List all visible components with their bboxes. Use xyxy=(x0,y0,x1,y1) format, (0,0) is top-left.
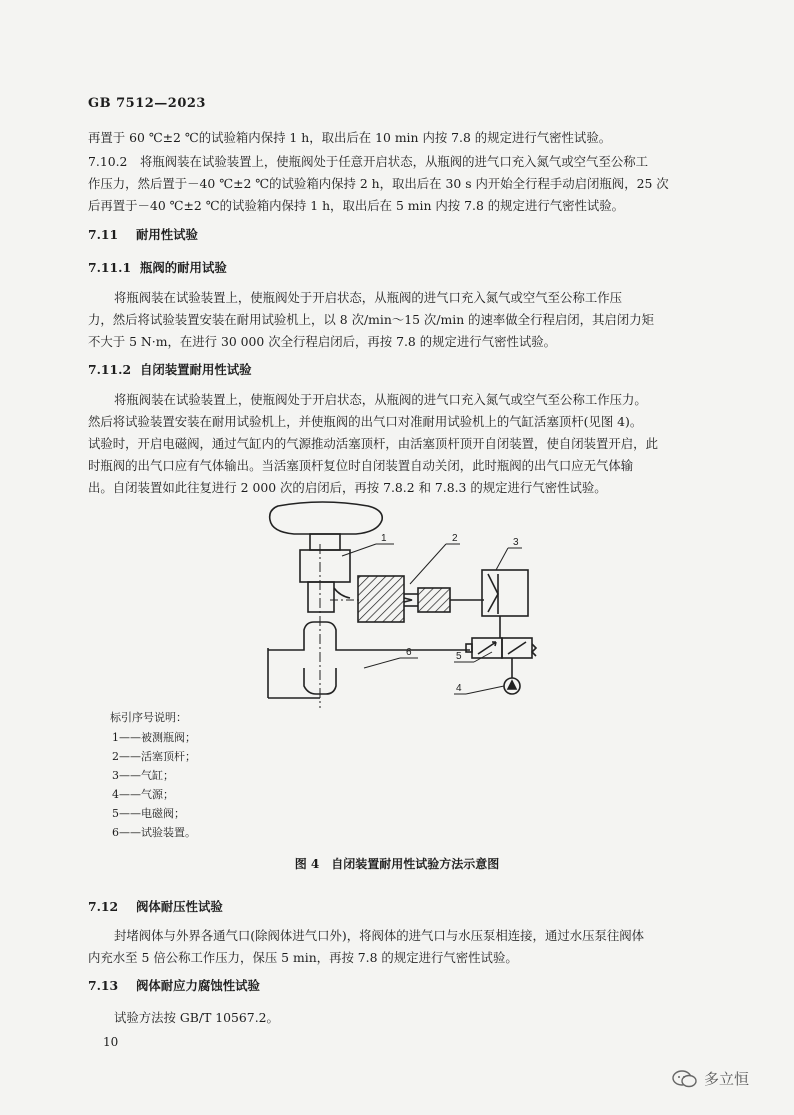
callout-1: 1 xyxy=(381,533,387,544)
paragraph-7-11-2-line-5: 出。自闭装置如此往复进行 2 000 次的启闭后，再按 7.8.2 和 7.8.3 的规定进行气密性试验。 xyxy=(88,480,607,495)
clause-7-10-2-line-3: 后再置于－40 ℃±2 ℃的试验箱内保持 1 h，取出后在 5 min 内按 7.8 的规定进行气密性试验。 xyxy=(88,198,625,213)
paragraph-7-12-line-1: 封堵阀体与外界各通气口(除阀体进气口外)，将阀体的进气口与水压泵相连接，通过水压泵往阀体 xyxy=(114,928,645,943)
figure-4-diagram xyxy=(260,498,540,708)
section-number: 7.11 xyxy=(88,227,119,242)
paragraph-7-12-line-2: 内充水至 5 倍公称工作压力，保压 5 min，再按 7.8 的规定进行气密性试验。 xyxy=(88,950,518,965)
callout-2: 2 xyxy=(452,533,458,544)
section-number: 7.11.1 xyxy=(88,260,132,275)
section-heading-7-12 xyxy=(88,897,223,917)
callout-3: 3 xyxy=(513,537,519,548)
clause-text: 将瓶阀装在试验装置上，使瓶阀处于任意开启状态，从瓶阀的进气口充入氮气或空气至公称工 xyxy=(140,154,649,169)
section-number: 7.13 xyxy=(88,978,119,993)
section-title: 瓶阀的耐用试验 xyxy=(140,260,227,275)
paragraph-7-11-1-line-3: 不大于 5 N·m，在进行 30 000 次全行程启闭后，再按 7.8 的规定进行气密性试验。 xyxy=(88,334,557,349)
watermark-text: 多立恒 xyxy=(704,1070,750,1088)
section-heading-7-11-1 xyxy=(88,258,227,278)
callout-5: 5 xyxy=(456,651,462,662)
callout-6: 6 xyxy=(406,647,412,658)
clause-7-10-2-line-2: 作压力，然后置于－40 ℃±2 ℃的试验箱内保持 2 h，取出后在 30 s 内开始全行程手动启闭瓶阀，25 次 xyxy=(88,176,669,191)
legend-item-5: 5——电磁阀； xyxy=(112,807,185,820)
watermark xyxy=(672,1068,749,1089)
standard-number: GB 7512—2023 xyxy=(88,96,206,111)
paragraph-7-11-2-line-3: 试验时，开启电磁阀，通过气缸内的气源推动活塞顶杆，由活塞顶杆顶开自闭装置，使自闭装置开启，此 xyxy=(88,436,658,451)
rod-holder xyxy=(358,576,404,622)
section-heading-7-11-2 xyxy=(88,360,252,380)
paragraph-7-13: 试验方法按 GB/T 10567.2。 xyxy=(114,1010,279,1025)
section-heading-7-11 xyxy=(88,225,198,245)
paragraph-7-11-1-line-2: 力，然后将试验装置安装在耐用试验机上，以 8 次/min～15 次/min 的速率做全行程启闭，其启闭力矩 xyxy=(88,312,654,327)
page-number: 10 xyxy=(103,1035,119,1049)
section-title: 阀体耐应力腐蚀性试验 xyxy=(136,978,260,993)
figure-caption: 图 4 自闭装置耐用性试验方法示意图 xyxy=(294,857,500,871)
paragraph-7-11-1-line-1: 将瓶阀装在试验装置上，使瓶阀处于开启状态，从瓶阀的进气口充入氮气或空气至公称工作压 xyxy=(114,290,623,305)
section-title: 自闭装置耐用性试验 xyxy=(140,362,252,377)
valve-body-neck xyxy=(308,582,334,612)
wechat-icon xyxy=(672,1069,698,1089)
valve-body-upper xyxy=(300,550,350,582)
callout-4: 4 xyxy=(456,683,462,694)
paragraph-7-11-2-line-1: 将瓶阀装在试验装置上，使瓶阀处于开启状态，从瓶阀的进气口充入氮气或空气至公称工作压力。 xyxy=(114,392,647,407)
paragraph-7-11-2-line-2: 然后将试验装置安装在耐用试验机上，并使瓶阀的出气口对准耐用试验机上的气缸活塞顶杆(见图 4)。 xyxy=(88,414,643,429)
paragraph-7-10-1-continuation: 再置于 60 ℃±2 ℃的试验箱内保持 1 h，取出后在 10 min 内按 7.8 的规定进行气密性试验。 xyxy=(88,130,612,145)
section-title: 耐用性试验 xyxy=(136,227,198,242)
clause-7-10-2-line-1 xyxy=(88,152,648,172)
section-number: 7.11.2 xyxy=(88,362,132,377)
legend-item-3: 3——气缸； xyxy=(112,769,174,782)
valve-outlet-elbow xyxy=(334,588,350,598)
section-number: 7.12 xyxy=(88,899,119,914)
legend-item-4: 4——气源； xyxy=(112,788,174,801)
clause-number: 7.10.2 xyxy=(88,154,128,169)
paragraph-7-11-2-line-4: 时瓶阀的出气口应有气体输出。当活塞顶杆复位时自闭装置自动关闭，此时瓶阀的出气口应无气体输 xyxy=(88,458,634,473)
cylinder-spring xyxy=(488,574,498,612)
section-heading-7-13 xyxy=(88,976,260,996)
legend-item-6: 6——试验装置。 xyxy=(112,826,196,839)
section-title: 阀体耐压性试验 xyxy=(136,899,223,914)
valve-stem xyxy=(310,534,340,550)
legend-title: 标引序号说明： xyxy=(110,711,187,724)
piston-rod-coupling xyxy=(418,588,450,612)
legend-item-1: 1——被测瓶阀； xyxy=(112,731,196,744)
nozzle-taper xyxy=(404,598,412,602)
handwheel-shape xyxy=(270,502,383,534)
legend-item-2: 2——活塞顶杆； xyxy=(112,750,196,763)
